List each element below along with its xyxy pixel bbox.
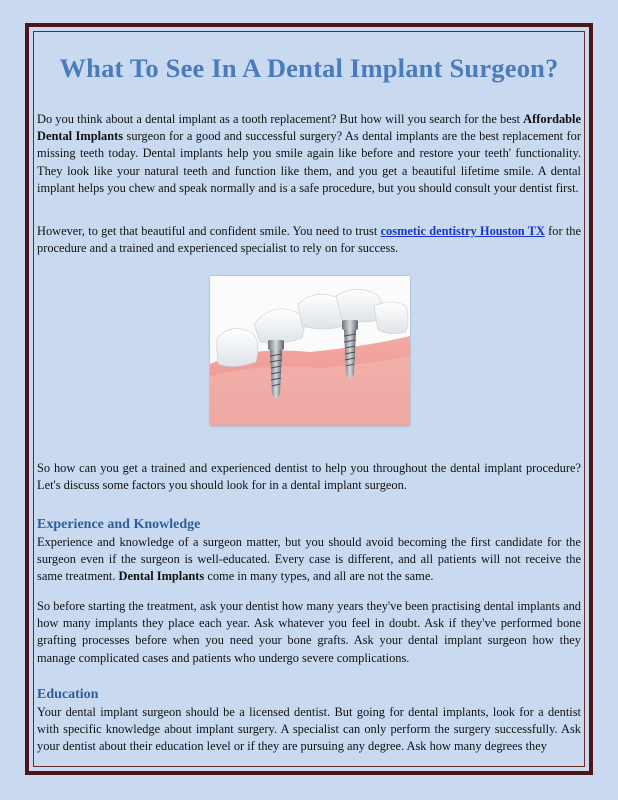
intro-text-rest: surgeon for a good and successful surgery? As dental implants are the best replacement for missing teeth today. Dental implants help you smile again like before and restore your teeth' functionality. They look like your natural teeth and function like them, and you get a beautiful lifetime smile. A dental implant helps you chew and speak normally and is a safe procedure, but you should consult your dentist first.	[37, 129, 581, 195]
education-heading: Education	[37, 687, 99, 702]
intro-paragraph	[37, 111, 581, 197]
trust-paragraph	[37, 223, 581, 257]
article	[37, 27, 581, 754]
experience-text: Experience and knowledge of a surgeon matter, but you should avoid becoming the first candidate for the surgeon even if the surgeon is well-educated. Every case is different, and all patients will not receive the same treatment.	[37, 535, 581, 584]
transition-paragraph: So how can you get a trained and experienced dentist to help you throughout the dental implant procedure? Let's discuss some factors you should look for in a dental implant surgeon.	[37, 461, 581, 493]
dental-implant-image	[210, 276, 410, 426]
experience-text-rest: come in many types, and all are not the same.	[204, 569, 434, 584]
education-paragraph-1: Your dental implant surgeon should be a licensed dentist. But going for dental implants, look for a dentist with specific knowledge about implant surgery. A specialist can only perform the surgery successfully. Ask your dentist about their education level or if they are pursuing any degree. Ask how many degrees they	[37, 705, 581, 754]
intro-text: Do you think about a dental implant as a tooth replacement? But how will you search for the best	[37, 112, 524, 126]
experience-heading: Experience and Knowledge	[37, 517, 201, 532]
trust-text: However, to get that beautiful and confident smile. You need to trust	[37, 224, 381, 238]
experience-bold-keyword: Dental Implants	[118, 569, 205, 584]
page-frame	[25, 23, 593, 775]
page-title: What To See In A Dental Implant Surgeon?	[59, 53, 559, 83]
experience-paragraph-2: So before starting the treatment, ask your dentist how many years they've been practising dental implants and how many implants they place each year. Ask whatever you feel in doubt. Ask if they've performed bone grafting processes before when you need your bone grafts. Ask your dental implant surgeon how they manage complicated cases and patients who undergo severe complications.	[37, 599, 581, 665]
intro-bold-keyword: Affordable Dental Implants	[37, 112, 581, 144]
experience-paragraph-1	[37, 534, 581, 586]
cosmetic-dentistry-link[interactable]: cosmetic dentistry Houston TX	[380, 224, 545, 238]
trust-text-rest: for the procedure and a trained and experienced specialist to rely on for success.	[37, 224, 581, 256]
